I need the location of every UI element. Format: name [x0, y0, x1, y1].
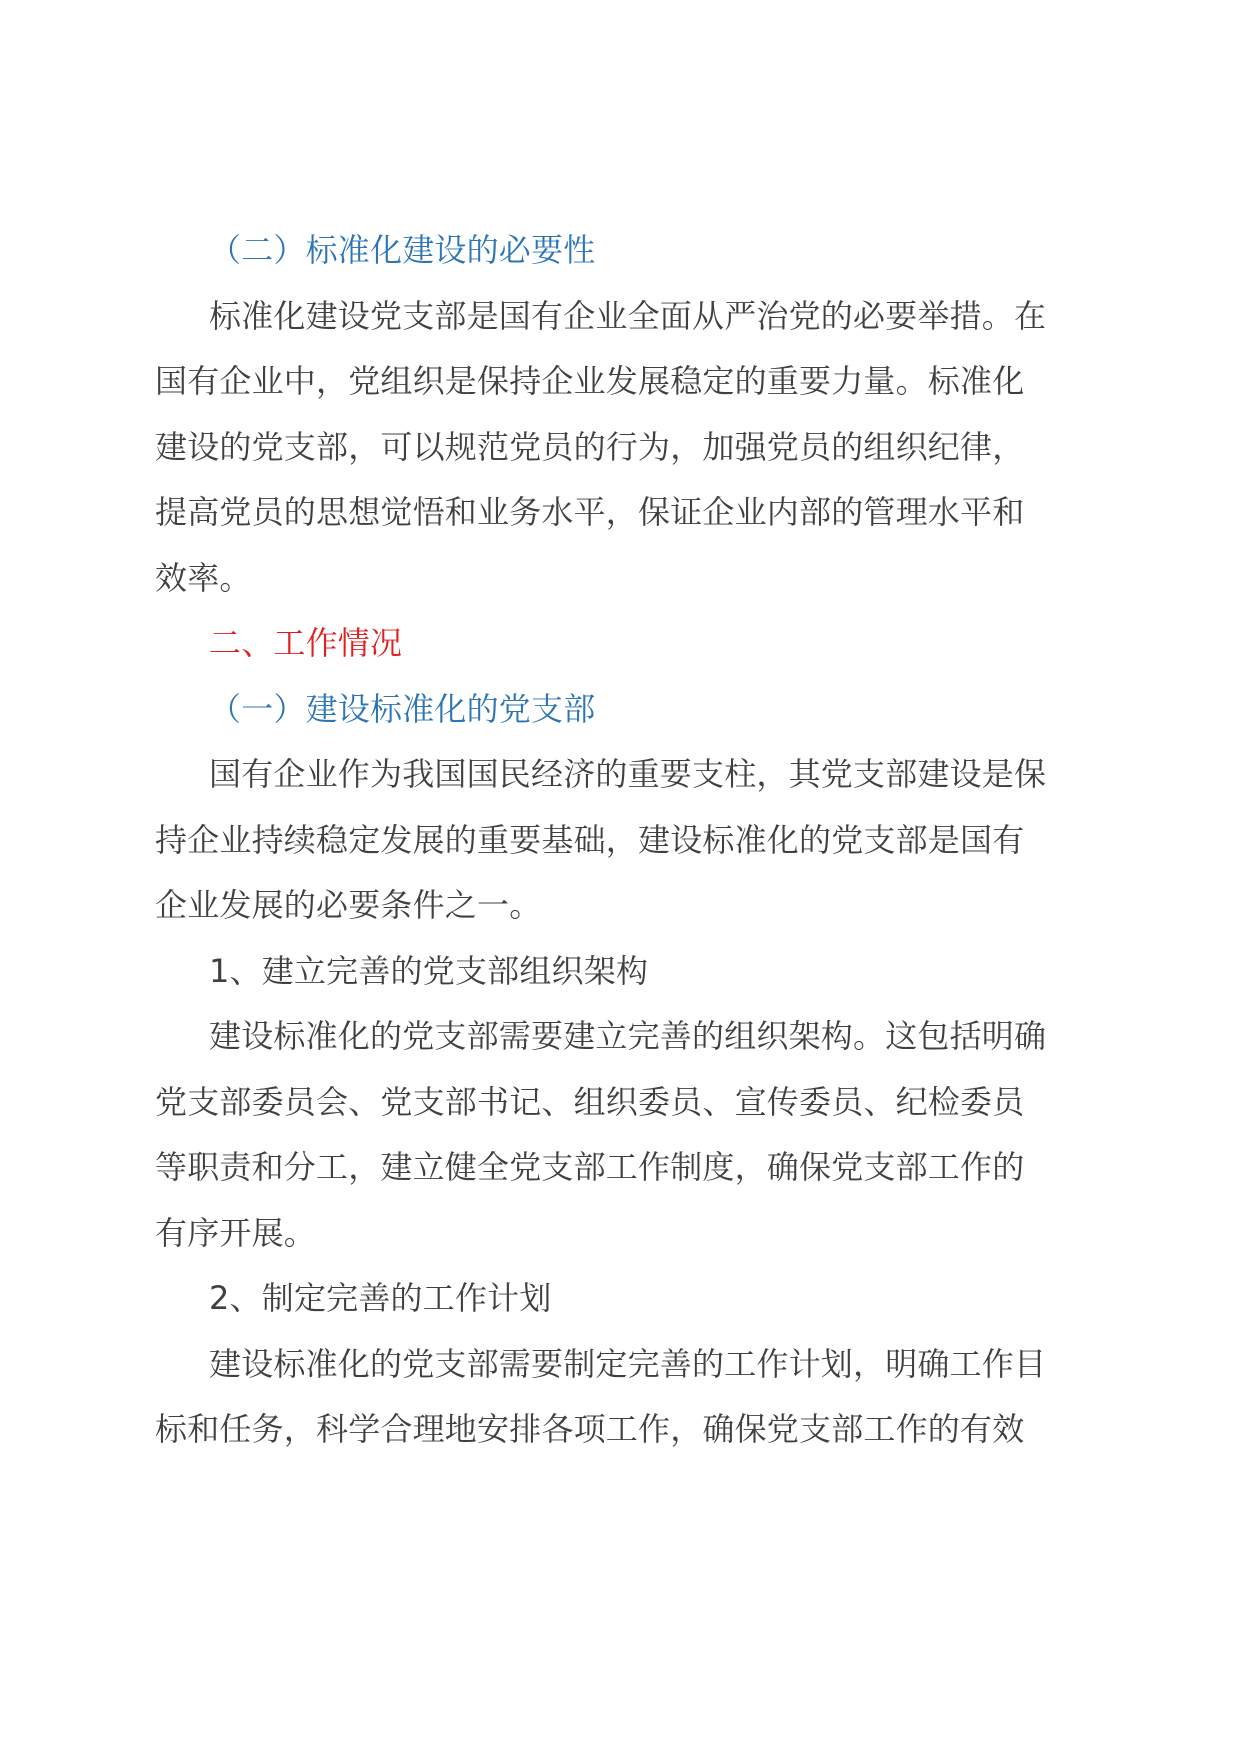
paragraph-line: 建设的党支部，可以规范党员的行为，加强党员的组织纪律， — [155, 427, 1025, 466]
paragraph-line: 持企业持续稳定发展的重要基础，建设标准化的党支部是国有 — [155, 820, 1025, 859]
paragraph-line: 国有企业中，党组织是保持企业发展稳定的重要力量。标准化 — [155, 362, 1025, 400]
paragraph-build-branch — [155, 742, 1085, 939]
section-heading-work-status: 二、工作情况 — [209, 624, 403, 662]
paragraph-necessity — [155, 284, 1085, 612]
subheading-necessity: （二）标准化建设的必要性 — [209, 231, 596, 269]
paragraph-line: 标和任务，科学合理地安排各项工作，确保党支部工作的有效 — [155, 1410, 1025, 1448]
list-item-work-plan: 2、制定完善的工作计划 — [209, 1279, 552, 1317]
document-body — [155, 218, 1085, 1463]
paragraph-line: 建设标准化的党支部需要建立完善的组织架构。这包括明确 — [209, 1017, 1047, 1055]
subheading-build-branch: （一）建设标准化的党支部 — [209, 689, 596, 728]
paragraph-line: 提高党员的思想觉悟和业务水平，保证企业内部的管理水平和 — [155, 493, 1025, 531]
list-item-organization: 1、建立完善的党支部组织架构 — [209, 951, 649, 990]
paragraph-line: 效率。 — [155, 558, 252, 597]
paragraph-line: 有序开展。 — [155, 1213, 317, 1252]
paragraph-line: 等职责和分工，建立健全党支部工作制度，确保党支部工作的 — [155, 1148, 1025, 1186]
paragraph-line: 国有企业作为我国国民经济的重要支柱，其党支部建设是保 — [209, 755, 1047, 793]
paragraph-work-plan — [155, 1332, 1085, 1463]
paragraph-organization — [155, 1004, 1085, 1266]
paragraph-line: 标准化建设党支部是国有企业全面从严治党的必要举措。在 — [209, 296, 1047, 335]
paragraph-line: 党支部委员会、党支部书记、组织委员、宣传委员、纪检委员 — [155, 1082, 1025, 1121]
paragraph-line: 企业发展的必要条件之一。 — [155, 886, 542, 924]
paragraph-line: 建设标准化的党支部需要制定完善的工作计划，明确工作目 — [209, 1344, 1047, 1383]
